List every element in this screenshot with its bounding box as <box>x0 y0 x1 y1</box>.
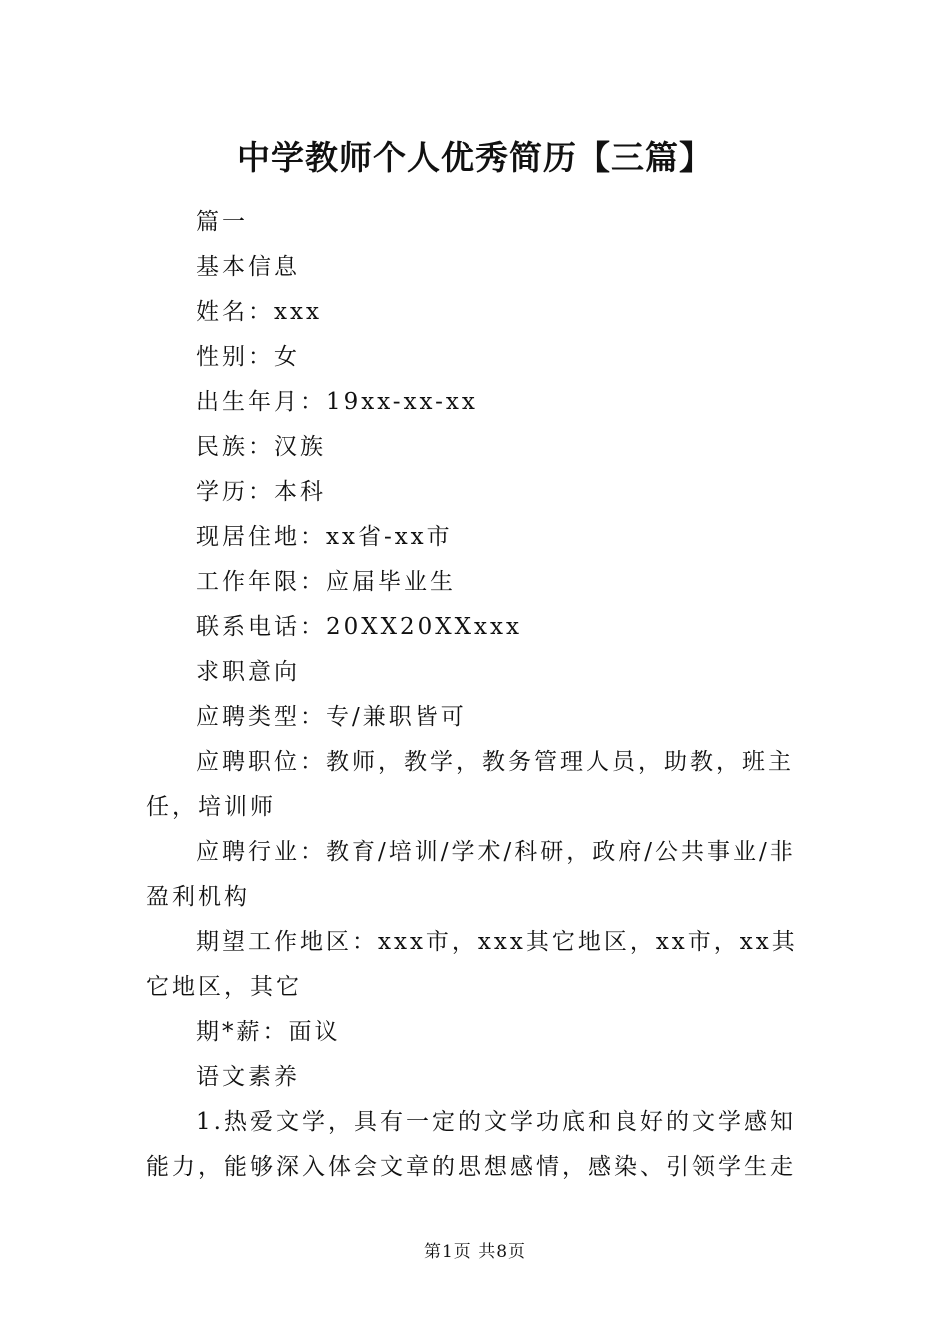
section-heading-job-intention: 求职意向 <box>196 659 300 685</box>
section-heading-basic-info: 基本信息 <box>196 254 300 280</box>
literacy-item-1: 1.热爱文学，具有一定的文学功底和良好的文学感知能力，能够深入体会文章的思想感情，感染、引领学生走 <box>146 1109 796 1180</box>
job-salary: 期*薪：面议 <box>196 1019 341 1045</box>
document-body <box>146 200 806 1190</box>
info-birth-date: 出生年月：19xx-xx-xx <box>196 389 478 415</box>
job-position: 应聘职位：教师，教学，教务管理人员，助教，班主任，培训师 <box>146 749 794 820</box>
job-industry: 应聘行业：教育/培训/学术/科研，政府/公共事业/非盈利机构 <box>146 839 796 910</box>
page-footer: 第1页 共8页 <box>423 1242 527 1262</box>
info-education: 学历：本科 <box>196 479 326 505</box>
info-name: 姓名：xxx <box>196 299 322 325</box>
job-location: 期望工作地区：xxx市，xxx其它地区，xx市，xx其它地区，其它 <box>146 929 798 1000</box>
info-work-years: 工作年限：应届毕业生 <box>196 569 456 595</box>
job-type: 应聘类型：专/兼职皆可 <box>196 704 467 730</box>
section-heading-part-one: 篇一 <box>196 209 248 235</box>
page-title: 中学教师个人优秀简历【三篇】 <box>237 138 713 177</box>
section-heading-literacy: 语文素养 <box>196 1064 300 1090</box>
info-residence: 现居住地：xx省-xx市 <box>196 524 453 550</box>
info-gender: 性别：女 <box>196 344 300 370</box>
info-ethnicity: 民族：汉族 <box>196 434 326 460</box>
info-phone: 联系电话：20XX20XXxxx <box>196 614 522 640</box>
